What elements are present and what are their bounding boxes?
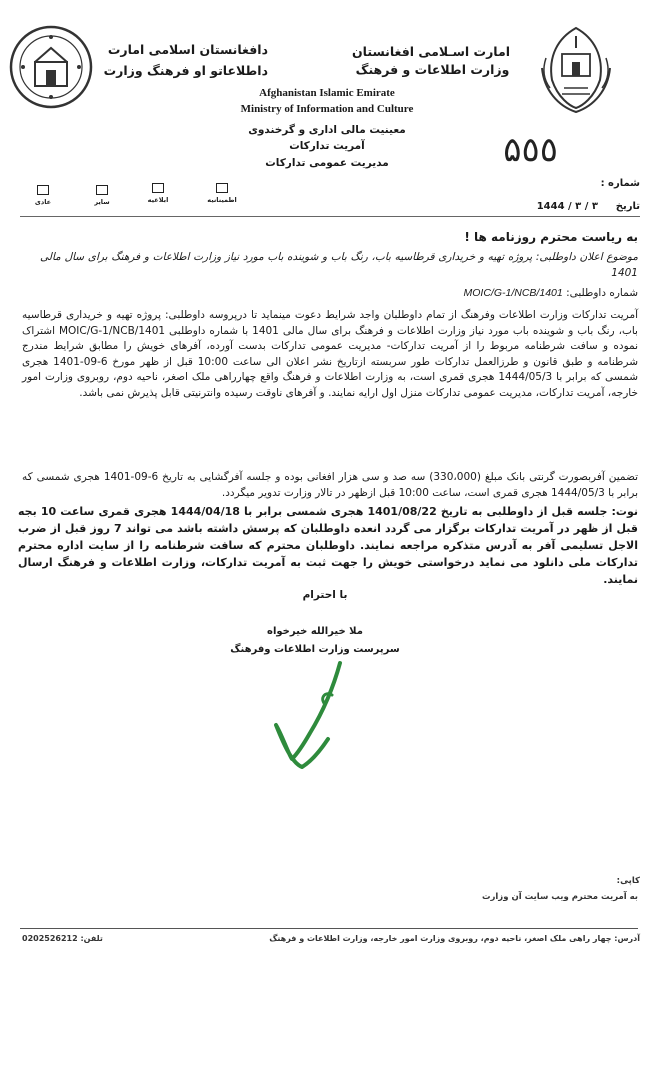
- checkbox-label: اطمینانیه: [207, 196, 237, 204]
- date-value: 1444 / ۳ / ۳: [536, 201, 598, 212]
- checkbox-normal: [23, 185, 63, 206]
- paragraph-note: نوت: جلسه قبل از داوطلبی به تاریخ 1401/08/22 هجری شمسی برابر با 1444/04/18 هجری قمری ساعت 10 بجه قبل از ظهر در آمریت تدارکات برگزار می گردد انعده داوطلبان که پرسش داشته باشد می تواند 7 روز قبل از ضرب الاجل تسلیمی آفر به آدرس متذکره مراجعه نمایند. داوطلبان محترم که سافت شرطنامه را از سایت اداره محترم تدارکات ملی دانلود می نماید درخواستی خویش را جهت ثبت به آمریت تدارکات، وزارت اطلاعات و فرهنگ ارسال نمایند.: [18, 505, 639, 586]
- emirate-emblem-icon: [528, 18, 624, 118]
- footer-phone-label: تلفن:: [80, 934, 103, 943]
- tender-reference-value: MOIC/G-1/NCB/1401: [463, 287, 563, 299]
- number-handwritten: ۵٥٥: [503, 130, 558, 170]
- header-right-line1: امارت اسـلامی افغانستان: [351, 44, 510, 59]
- checkbox-label: ابلاغیه: [147, 196, 169, 204]
- paragraph-guarantee: تضمین آفربصورت گرنتی بانک مبلغ (330،000) سه صد و سی هزار افغانی بوده و جلسه آفرگشایی به تاریخ 6-09-1401 هجری شمسی که برابر با 1444/05/3 هجری قمری است، ساعت 10:00 قبل ازظهر در تالار وزارت تدویر میگردد.: [22, 471, 639, 499]
- date-label: تاریخ: [615, 201, 640, 212]
- checkbox-box: [152, 183, 164, 193]
- tender-reference: [300, 287, 638, 299]
- checkbox-label: عادی: [34, 198, 52, 206]
- checkbox-notification: [138, 183, 178, 204]
- checkbox-confidential: [202, 183, 242, 204]
- checkbox-box: [37, 185, 49, 195]
- footer-divider: [20, 928, 638, 929]
- subject: موضوع اعلان داوطلبی: پروژه تهیه و خریداری قرطاسیه باب، رنگ باب و شوینده باب مورد نیاز وزارت اطلاعات و فرهنگ برای سال مالی 1401: [40, 251, 638, 279]
- signature-icon: [262, 655, 372, 775]
- checkbox-box: [96, 185, 108, 195]
- header-left-line1: دافغانستان اسلامی امارت: [107, 42, 268, 57]
- header-sub-line3: مدیریت عمومی تدارکات: [265, 157, 389, 169]
- paragraph-invitation: آمریت تدارکات وزارت اطلاعات وفرهنگ از تمام داوطلبان واجد شرایط دعوت مینماید تا درپروسه داوطلبی: پروژه تهیه و خریداری قرطاسیه باب، رنگ باب و شوینده باب مورد نیاز وزارت اطلاعات و فرهنگ برای سال مالی 1401 با شماره داوطلبی MOIC/G-1/NCB/1401 اشتراک نموده و سافت شرطنامه مربوط را از آمریت تدارکات- مدیریت عمومی تدارکات بدست آورده، آفرهای خویش را مطابق شرایط مندرج شرطنامه و طبق قانون و طرزالعمل تدارکات طور سربسته ازتاریخ نشر اعلان الی ساعت 10:00 قبل از ظهر مورخ 6-09-1401 هجری شمسی که برابر با 1444/05/3 هجری قمری است، به وزارت اطلاعات و فرهنگ واقع چهارراهی ملک اصغر، ناحیه دوم، روبروی وزارت امور خارجه، آمریت تدارکات، مدیریت عمومی تدارکات منزل اول ارایه نمایند. و آفرهای ناوقت رسیده وانترنیتی قابل پذیرش نمی باشد.: [22, 309, 638, 399]
- footer-address: آدرس: چهار راهی ملک اصغر، ناحیه دوم، روبروی وزارت امور خارجه، وزارت اطلاعات و فرهنگ: [269, 934, 640, 943]
- recipient: به ریاست محترم روزنامه ها !: [464, 230, 638, 244]
- tender-reference-label: شماره داوطلبی:: [566, 287, 638, 299]
- checkbox-other: [82, 185, 122, 206]
- copy-recipient: به آمریت محترم ویب سایت آن وزارت: [481, 892, 638, 902]
- header-sub-line1: معینیت مالی اداری و گرخندوی: [248, 124, 406, 136]
- checkbox-box: [216, 183, 228, 193]
- ministry-seal-icon: [8, 24, 94, 110]
- copy-label: کاپی:: [616, 876, 640, 886]
- header-right-line2: وزارت اطلاعات و فرهنگ: [355, 62, 510, 77]
- signatory-title: سرپرست وزارت اطلاعات وفرهنگ: [230, 644, 400, 655]
- footer-phone-value: 0202526212: [22, 934, 78, 943]
- signatory-name: ملا خیرالله خیرخواه: [267, 626, 363, 637]
- closing: با احترام: [302, 589, 348, 601]
- footer-phone: [22, 934, 120, 943]
- header-divider: [20, 216, 640, 217]
- checkbox-label: سایر: [94, 198, 110, 206]
- number-label: شماره :: [600, 178, 640, 189]
- header-sub-line2: آمریت تدارکات: [289, 140, 365, 152]
- header-left-line2: داطلاعاتو او فرهنگ وزارت: [103, 63, 268, 78]
- header-english-line2: Ministry of Information and Culture: [240, 103, 414, 115]
- header-english-line1: Afghanistan Islamic Emirate: [259, 87, 395, 99]
